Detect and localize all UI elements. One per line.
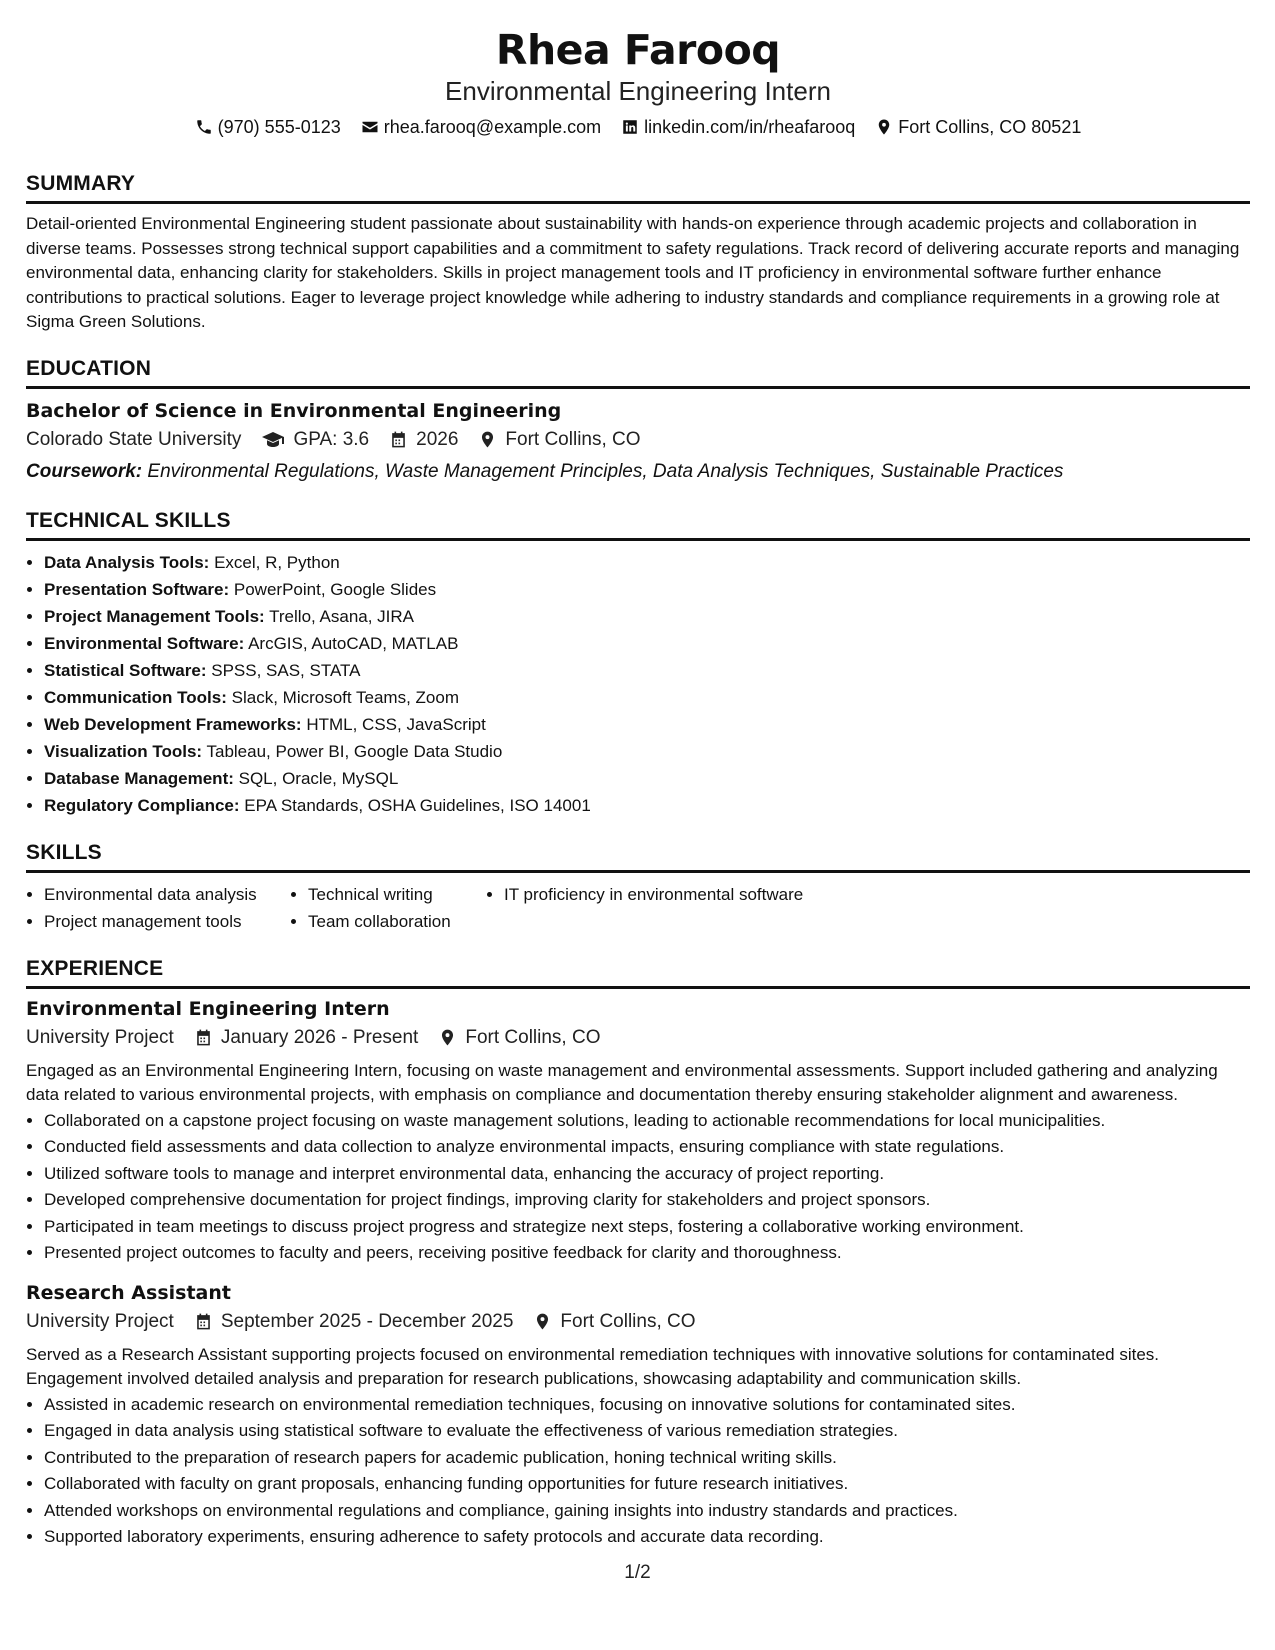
job-description: Engaged as an Environmental Engineering Intern, focusing on waste management and environmental assessments. Support included gathering and analyzing data related to various environmental projects, with emphasis on compliance and documentation thereby ensuring stakeholder alignment and awareness. (26, 1060, 1218, 1104)
list-item (44, 576, 1250, 603)
linkedin-text: linkedin.com/in/rheafarooq (644, 117, 856, 137)
skill-label: Environmental Software: (44, 633, 245, 653)
education-meta (26, 425, 1250, 455)
coursework-label: Coursework: (26, 460, 143, 482)
job-meta (26, 1307, 1250, 1337)
school-location: Fort Collins, CO (505, 428, 641, 450)
contact-linkedin[interactable] (621, 114, 855, 140)
resume-header (26, 0, 1250, 140)
skills-column-1 (26, 881, 290, 935)
job-dates: January 2026 - Present (220, 1026, 419, 1048)
skill-value: EPA Standards, OSHA Guidelines, ISO 14001 (244, 795, 591, 815)
phone-icon (195, 118, 213, 136)
calendar-icon (194, 1028, 213, 1047)
list-item: • Collaborated on a capstone project focusing on waste management solutions, leading to actionable recommendations for local municipalities. (44, 1108, 1250, 1135)
skills-heading: SKILLS (26, 839, 1250, 873)
calendar-icon (389, 430, 408, 449)
technical-skills-heading: TECHNICAL SKILLS (26, 507, 1250, 541)
job-location: Fort Collins, CO (560, 1310, 696, 1332)
list-item: • Presented project outcomes to faculty and peers, receiving positive feedback for clarity and thoroughness. (44, 1240, 1250, 1267)
map-pin-icon (438, 1028, 457, 1047)
candidate-name: Rhea Farooq (495, 26, 781, 74)
skill-label: Database Management: (44, 768, 234, 788)
linkedin-icon (621, 118, 639, 136)
experience-entry (26, 995, 1250, 1267)
skills-section (26, 839, 1250, 935)
skill-value: PowerPoint, Google Slides (233, 579, 437, 599)
list-item (44, 657, 1250, 684)
degree-title: Bachelor of Science in Environmental Engineering (26, 399, 562, 422)
graduation-cap-icon (261, 428, 285, 452)
list-item: • Participated in team meetings to discuss project progress and strategize next steps, fostering a collaborative working environment. (44, 1214, 1250, 1241)
calendar-icon (194, 1312, 213, 1331)
list-item (44, 792, 1250, 819)
skill-label: Regulatory Compliance: (44, 795, 240, 815)
phone-text: (970) 555-0123 (217, 117, 341, 137)
map-pin-icon (533, 1312, 552, 1331)
job-bullets (26, 1108, 1250, 1267)
contact-row (26, 114, 1250, 140)
graduation-year: 2026 (416, 428, 459, 450)
skill-value: SPSS, SAS, STATA (211, 660, 361, 680)
list-item (44, 549, 1250, 576)
education-section (26, 355, 1250, 487)
job-location: Fort Collins, CO (465, 1026, 601, 1048)
list-item: • Conducted field assessments and data collection to analyze environmental impacts, ensuring compliance with state regulations. (44, 1134, 1250, 1161)
list-item (44, 684, 1250, 711)
job-org: University Project (26, 1026, 174, 1048)
skill-label: Communication Tools: (44, 687, 227, 707)
summary-text: Detail-oriented Environmental Engineering student passionate about sustainability with hands-on experience through academic projects and collaboration in diverse teams. Possesses strong technical support capabilities and a commitment to safety regulations. Track record of delivering accurate reports and managing environmental data, enhancing clarity for stakeholders. Skills in project management tools and IT proficiency in environmental software further enhance contributions to practical solutions. Eager to leverage project knowledge while adhering to industry standards and compliance requirements in a growing role at Sigma Green Solutions. (26, 214, 1240, 331)
list-item (44, 711, 1250, 738)
list-item: • Assisted in academic research on environmental remediation techniques, focusing on innovative solutions for contaminated sites. (44, 1392, 1250, 1419)
skill-value: SQL, Oracle, MySQL (238, 768, 399, 788)
list-item: • Attended workshops on environmental regulations and compliance, gaining insights into industry standards and practices. (44, 1498, 1250, 1525)
contact-email[interactable] (361, 114, 601, 140)
list-item: • Environmental data analysis (44, 881, 290, 908)
school-name: Colorado State University (26, 428, 242, 450)
list-item (44, 765, 1250, 792)
job-title: Environmental Engineering Intern (26, 997, 390, 1020)
list-item: • Contributed to the preparation of research papers for academic publication, honing technical writing skills. (44, 1445, 1250, 1472)
technical-skills-list (26, 549, 1250, 819)
coursework-line (26, 457, 1250, 487)
candidate-role: Environmental Engineering Intern (445, 76, 831, 106)
map-pin-icon (875, 118, 893, 136)
skill-value: Tableau, Power BI, Google Data Studio (206, 741, 503, 761)
job-bullets (26, 1392, 1250, 1551)
experience-section (26, 955, 1250, 1551)
list-item: • IT proficiency in environmental software (504, 881, 886, 908)
skill-value: HTML, CSS, JavaScript (306, 714, 486, 734)
resume-page (26, 0, 1250, 1551)
list-item: • Collaborated with faculty on grant proposals, enhancing funding opportunities for future research initiatives. (44, 1471, 1250, 1498)
list-item: • Technical writing (308, 881, 486, 908)
skill-value: Excel, R, Python (214, 552, 340, 572)
list-item: • Engaged in data analysis using statistical software to evaluate the effectiveness of various remediation strategies. (44, 1418, 1250, 1445)
page-number: 1/2 (624, 1562, 651, 1583)
skill-value: Trello, Asana, JIRA (269, 606, 415, 626)
list-item: • Project management tools (44, 908, 290, 935)
job-meta (26, 1023, 1250, 1053)
skills-grid (26, 881, 1250, 935)
skill-label: Project Management Tools: (44, 606, 265, 626)
summary-heading: SUMMARY (26, 170, 1250, 204)
skill-label: Statistical Software: (44, 660, 207, 680)
skill-label: Visualization Tools: (44, 741, 203, 761)
envelope-icon (361, 118, 379, 136)
location-text: Fort Collins, CO 80521 (898, 117, 1082, 137)
skills-column-2 (290, 881, 486, 935)
experience-entry (26, 1279, 1250, 1551)
gpa-text: GPA: 3.6 (293, 428, 370, 450)
skills-column-3 (486, 881, 886, 935)
contact-phone[interactable] (195, 114, 341, 140)
job-dates: September 2025 - December 2025 (220, 1310, 514, 1332)
job-title: Research Assistant (26, 1281, 231, 1304)
skill-label: Web Development Frameworks: (44, 714, 302, 734)
job-description: Served as a Research Assistant supporting projects focused on environmental remediation techniques with innovative solutions for contaminated sites. Engagement involved detailed analysis and preparation for research publications, showcasing adaptability and communication skills. (26, 1344, 1160, 1388)
technical-skills-section (26, 507, 1250, 819)
list-item (44, 738, 1250, 765)
map-pin-icon (478, 430, 497, 449)
list-item (44, 603, 1250, 630)
list-item: • Developed comprehensive documentation for project findings, improving clarity for stakeholders and project sponsors. (44, 1187, 1250, 1214)
education-heading: EDUCATION (26, 355, 1250, 389)
summary-section (26, 170, 1250, 335)
email-text: rhea.farooq@example.com (383, 117, 602, 137)
skill-label: Data Analysis Tools: (44, 552, 210, 572)
contact-location (875, 114, 1081, 140)
list-item: • Supported laboratory experiments, ensuring adherence to safety protocols and accurate data recording. (44, 1524, 1250, 1551)
list-item (44, 630, 1250, 657)
skill-value: ArcGIS, AutoCAD, MATLAB (248, 633, 459, 653)
job-org: University Project (26, 1310, 174, 1332)
coursework-text: Environmental Regulations, Waste Management Principles, Data Analysis Techniques, Sustainable Practices (147, 460, 1064, 482)
list-item: • Utilized software tools to manage and interpret environmental data, enhancing the accuracy of project reporting. (44, 1161, 1250, 1188)
skill-value: Slack, Microsoft Teams, Zoom (231, 687, 459, 707)
list-item: • Team collaboration (308, 908, 486, 935)
skill-label: Presentation Software: (44, 579, 230, 599)
experience-heading: EXPERIENCE (26, 955, 1250, 989)
